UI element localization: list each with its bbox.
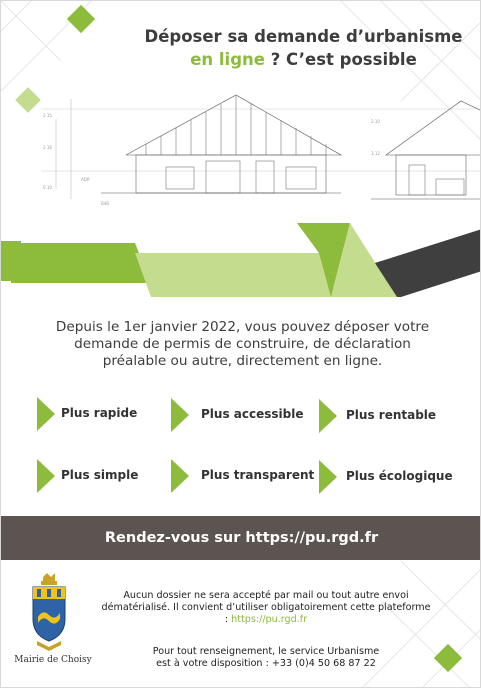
triangle-bullet-icon — [319, 399, 337, 433]
svg-text:2.16: 2.16 — [43, 145, 52, 150]
benefit-label: Plus rapide — [61, 406, 138, 420]
svg-text:ADR: ADR — [81, 177, 90, 182]
green-diamond-top — [67, 5, 95, 33]
triangle-bullet-icon — [171, 398, 189, 432]
benefit-label: Plus accessible — [201, 407, 304, 421]
title-line-1: Déposer sa demande d’urbanisme — [144, 27, 463, 46]
svg-text:B4B: B4B — [101, 201, 110, 206]
title-line-2 — [131, 48, 476, 71]
svg-text:3.12: 3.12 — [371, 151, 380, 156]
green-band-decoration — [1, 215, 481, 305]
benefit-label: Plus écologique — [346, 469, 453, 483]
light-diamond — [15, 87, 40, 112]
svg-text:0.10: 0.10 — [43, 185, 52, 190]
triangle-bullet-icon — [37, 397, 55, 431]
page-title — [131, 25, 476, 71]
triangle-bullet-icon — [37, 459, 55, 493]
contact-text — [101, 646, 431, 670]
triangle-bullet-icon — [319, 460, 337, 494]
green-diamond-bottom — [434, 644, 462, 672]
benefit-label: Plus transparent — [201, 468, 315, 482]
coat-of-arms-logo — [29, 573, 69, 653]
triangle-bullet-icon — [171, 459, 189, 493]
title-rest: ? C’est possible — [264, 50, 417, 69]
house-blueprint-drawing — [41, 89, 481, 211]
logo-caption: Mairie de Choisy — [14, 655, 92, 665]
website-banner: Rendez-vous sur https://pu.rgd.fr — [1, 516, 481, 560]
title-accent: en ligne — [190, 50, 265, 69]
contact-line-1: Pour tout renseignement, le service Urbanisme — [152, 646, 380, 657]
svg-text:2.10: 2.10 — [371, 119, 380, 124]
notice-text — [101, 590, 431, 626]
platform-link[interactable]: https://pu.rgd.fr — [231, 614, 308, 625]
intro-paragraph: Depuis le 1er janvier 2022, vous pouvez déposer votre demande de permis de construire, de déclaration préalable ou autre, directement en ligne. — [55, 319, 430, 369]
notice-body: Aucun dossier ne sera accepté par mail ou tout autre envoi dématérialisé. Il convient d’utiliser obligatoirement cette plateforme : — [101, 590, 431, 625]
svg-text:2.15: 2.15 — [43, 113, 52, 118]
benefit-label: Plus simple — [61, 468, 139, 482]
contact-line-2: est à votre disposition : +33 (0)4 50 68 87 22 — [156, 658, 376, 669]
benefit-label: Plus rentable — [346, 408, 437, 422]
